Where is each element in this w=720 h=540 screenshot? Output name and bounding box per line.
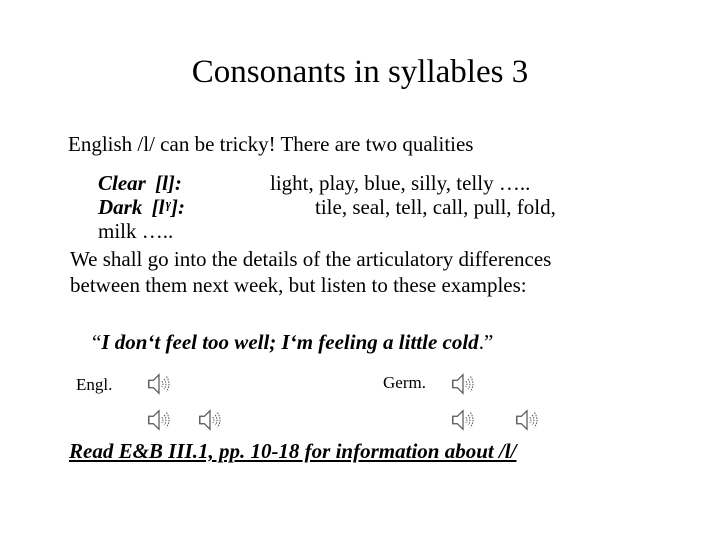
body-paragraph <box>70 246 551 298</box>
quote-text: I don‘t feel too well; I‘m feeling a little cold <box>101 330 479 354</box>
dark-label: Dark <box>98 195 143 219</box>
dark-l-continuation: milk ….. <box>98 219 174 243</box>
english-label: Engl. <box>76 375 113 394</box>
dark-l-examples: tile, seal, tell, call, pull, fold, <box>315 195 556 219</box>
body-line-2: between them next week, but listen to these examples: <box>70 273 527 297</box>
speaker-icon[interactable] <box>197 407 223 433</box>
intro-text: English /l/ can be tricky! There are two qualities <box>68 132 474 156</box>
speaker-icon[interactable] <box>514 407 540 433</box>
slide-title: Consonants in syllables 3 <box>191 54 529 90</box>
body-line-1: We shall go into the details of the articulatory differences <box>70 247 552 271</box>
speaker-icon[interactable] <box>146 407 172 433</box>
example-sentence <box>92 328 493 356</box>
clear-label: Clear <box>98 171 146 195</box>
dark-l-symbol: [lˠ]: <box>151 195 186 219</box>
quote-open: “ <box>92 330 102 354</box>
clear-l-examples: light, play, blue, silly, telly ….. <box>270 171 531 195</box>
german-label: Germ. <box>383 373 426 392</box>
clear-l-row <box>98 171 182 195</box>
speaker-icon[interactable] <box>146 371 172 397</box>
quote-close: .” <box>478 330 494 354</box>
reading-reference: Read E&B III.1, pp. 10-18 for information about /l/ <box>69 439 517 463</box>
speaker-icon[interactable] <box>450 371 476 397</box>
speaker-icon[interactable] <box>450 407 476 433</box>
dark-l-row <box>98 195 185 219</box>
clear-l-symbol: [l]: <box>155 171 182 195</box>
